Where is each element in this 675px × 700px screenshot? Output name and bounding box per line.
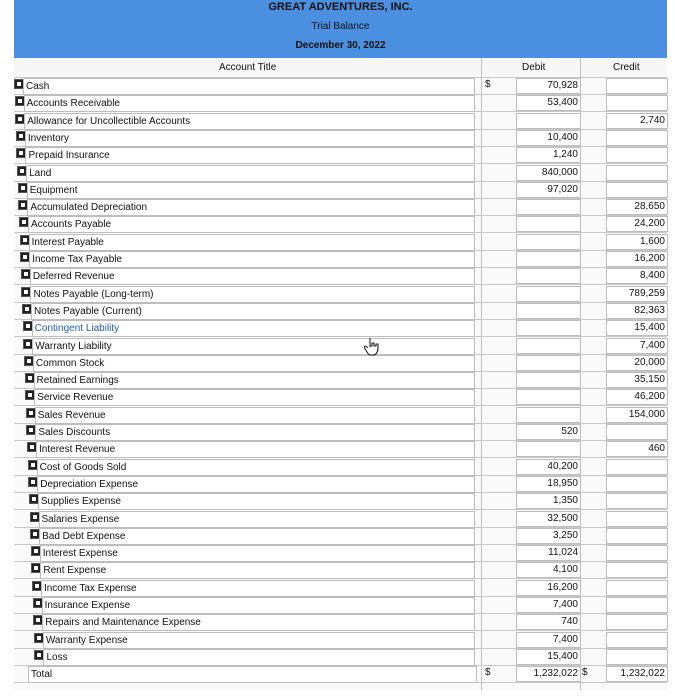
credit-input[interactable] [606, 459, 668, 475]
debit-input[interactable] [516, 320, 581, 336]
credit-input[interactable] [606, 528, 668, 544]
account-row [14, 77, 667, 95]
account-title-select[interactable]: Cost of Goods Sold [37, 459, 475, 476]
account-row [14, 544, 667, 562]
dollar-sign: $ [485, 667, 491, 679]
account-title-select[interactable]: Notes Payable (Current) [31, 303, 475, 320]
debit-input[interactable]: 10,400 [516, 130, 581, 146]
credit-input[interactable] [606, 632, 668, 648]
account-row [14, 337, 667, 355]
credit-input[interactable]: 460 [606, 441, 668, 457]
debit-input[interactable]: 7,400 [516, 597, 581, 613]
account-title-select[interactable]: Loss [43, 649, 475, 666]
account-title-select[interactable]: Income Tax Expense [41, 580, 475, 597]
account-title-select[interactable]: Deferred Revenue [30, 268, 475, 285]
account-row [14, 579, 667, 597]
debit-input[interactable]: 840,000 [516, 165, 581, 181]
dollar-sign: $ [485, 79, 491, 90]
credit-input[interactable]: 2,740 [606, 113, 668, 129]
account-title-select[interactable]: Supplies Expense [38, 493, 475, 510]
account-row [14, 181, 667, 199]
debit-input[interactable]: 1,232,022 [516, 666, 581, 682]
column-header-row [14, 58, 667, 78]
debit-input[interactable]: 520 [516, 424, 581, 440]
credit-input[interactable] [606, 493, 668, 509]
account-row [14, 561, 667, 579]
debit-input[interactable] [516, 216, 581, 232]
account-row [14, 112, 667, 130]
debit-header: Debit [522, 62, 546, 73]
trial-balance-sheet [14, 0, 667, 690]
account-row [14, 146, 667, 164]
account-row [14, 371, 667, 389]
credit-input[interactable]: 154,000 [606, 407, 668, 423]
account-row [14, 475, 667, 493]
credit-input[interactable] [606, 130, 668, 146]
account-title-header: Account Title [219, 62, 277, 73]
account-row [14, 164, 667, 182]
account-row [14, 250, 667, 268]
account-row [14, 440, 667, 458]
credit-input[interactable] [606, 476, 668, 492]
credit-input[interactable]: 20,000 [606, 355, 668, 371]
credit-input[interactable] [606, 614, 668, 630]
account-title-select[interactable]: Contingent Liability [32, 320, 475, 337]
report-title: Trial Balance [311, 21, 370, 32]
account-title-select[interactable]: Service Revenue [34, 389, 475, 406]
debit-input[interactable] [516, 355, 581, 371]
account-title-select[interactable]: Land [26, 165, 475, 182]
account-title-select[interactable]: Income Tax Payable [29, 251, 475, 268]
credit-input[interactable]: 15,400 [606, 320, 668, 336]
debit-input[interactable] [516, 389, 581, 405]
debit-input[interactable]: 4,100 [516, 562, 581, 578]
credit-input[interactable]: 24,200 [606, 216, 668, 232]
credit-input[interactable] [606, 580, 668, 596]
account-title-select[interactable]: Allowance for Uncollectible Accounts [24, 113, 475, 130]
credit-input[interactable] [606, 78, 668, 94]
account-title-select[interactable]: Accounts Payable [28, 216, 475, 233]
account-title-select[interactable]: Salaries Expense [39, 511, 476, 528]
dollar-sign: $ [582, 667, 588, 679]
account-row [14, 458, 667, 476]
account-title-select[interactable]: Cash [23, 78, 475, 95]
account-title-select[interactable]: Sales Discounts [35, 424, 475, 441]
debit-input[interactable] [516, 268, 581, 284]
account-row [14, 510, 667, 528]
account-row [14, 233, 667, 251]
debit-input[interactable]: 97,020 [516, 182, 581, 198]
debit-input[interactable]: 11,024 [516, 545, 581, 561]
account-row [14, 388, 667, 406]
credit-input[interactable] [606, 597, 668, 613]
account-title-select[interactable]: Equipment [27, 182, 475, 199]
account-title-select[interactable]: Depreciation Expense [37, 476, 475, 493]
debit-input[interactable]: 1,240 [516, 147, 581, 163]
account-title-select[interactable]: Retained Earnings [34, 372, 475, 389]
account-title-select[interactable]: Notes Payable (Long-term) [30, 286, 475, 303]
debit-input[interactable] [516, 441, 581, 457]
credit-input[interactable]: 46,200 [606, 389, 668, 405]
credit-input[interactable] [606, 182, 668, 198]
debit-input[interactable]: 3,250 [516, 528, 581, 544]
debit-input[interactable] [516, 303, 581, 319]
credit-input[interactable]: 16,200 [606, 251, 668, 267]
account-title-select[interactable]: Prepaid Insurance [25, 147, 475, 164]
debit-input[interactable] [516, 372, 581, 388]
debit-input[interactable] [516, 338, 581, 354]
credit-input[interactable]: 28,650 [606, 199, 668, 215]
credit-input[interactable]: 35,150 [606, 372, 668, 388]
debit-input[interactable] [516, 234, 581, 250]
account-title-select[interactable]: Accounts Receivable [24, 95, 475, 112]
account-title-select[interactable]: Insurance Expense [42, 597, 475, 614]
debit-input[interactable] [516, 251, 581, 267]
account-title-select[interactable]: Sales Revenue [35, 407, 475, 424]
debit-input[interactable]: 1,350 [516, 493, 581, 509]
credit-input[interactable] [606, 147, 668, 163]
debit-input[interactable] [516, 407, 581, 423]
debit-input[interactable]: 16,200 [516, 580, 581, 596]
debit-input[interactable]: 53,400 [516, 95, 581, 111]
debit-input[interactable] [516, 199, 581, 215]
debit-input[interactable]: 15,400 [516, 649, 581, 665]
credit-input[interactable] [606, 165, 668, 181]
account-title-select[interactable]: Warranty Expense [43, 632, 475, 649]
report-banner [14, 0, 667, 58]
account-title-select[interactable]: Accumulated Depreciation [27, 199, 475, 216]
account-title-select[interactable]: Warranty Liability [32, 338, 475, 355]
company-name: GREAT ADVENTURES, INC. [268, 1, 413, 13]
credit-input[interactable]: 789,259 [606, 286, 668, 302]
credit-input[interactable]: 1,600 [606, 234, 668, 250]
account-title-select[interactable]: Common Stock [33, 355, 475, 372]
account-row [14, 267, 667, 285]
hand-pointer-icon [364, 337, 382, 357]
account-row [14, 129, 667, 147]
debit-input[interactable] [516, 113, 581, 129]
account-row [14, 94, 667, 112]
debit-input[interactable]: 32,500 [516, 511, 581, 527]
credit-header: Credit [613, 62, 640, 73]
account-title-select[interactable]: Interest Revenue [36, 441, 475, 458]
report-date: December 30, 2022 [295, 40, 386, 51]
account-title-select[interactable]: Inventory [25, 130, 475, 147]
account-row [14, 198, 667, 216]
account-row [14, 319, 667, 337]
account-row [14, 596, 667, 614]
account-row [14, 406, 667, 424]
total-row [14, 665, 667, 683]
account-title-select[interactable]: Interest Payable [29, 234, 475, 251]
debit-input[interactable]: 18,950 [516, 476, 581, 492]
account-row [14, 527, 667, 545]
account-title-select[interactable]: Repairs and Maintenance Expense [42, 614, 475, 631]
debit-input[interactable]: 740 [516, 614, 581, 630]
account-row [14, 613, 667, 631]
account-row [14, 631, 667, 649]
account-row [14, 302, 667, 320]
account-title-select[interactable]: Bad Debt Expense [39, 528, 475, 545]
credit-input[interactable] [606, 562, 668, 578]
account-row [14, 354, 667, 372]
total-label: Total [28, 666, 477, 683]
account-row [14, 285, 667, 303]
credit-input[interactable]: 82,363 [606, 303, 668, 319]
debit-input[interactable] [516, 286, 581, 302]
credit-input[interactable]: 8,400 [606, 268, 668, 284]
credit-input[interactable] [606, 545, 668, 561]
credit-input[interactable] [606, 424, 668, 440]
account-title-select[interactable]: Interest Expense [40, 545, 475, 562]
account-title-select[interactable]: Rent Expense [40, 562, 475, 579]
account-row [14, 648, 667, 666]
debit-input[interactable]: 70,928 [516, 78, 581, 94]
credit-input[interactable] [606, 95, 668, 111]
account-row [14, 492, 667, 510]
credit-input[interactable]: 7,400 [606, 338, 668, 354]
account-row [14, 423, 667, 441]
credit-input[interactable]: 1,232,022 [606, 666, 668, 682]
credit-input[interactable] [606, 649, 668, 665]
account-row [14, 215, 667, 233]
credit-input[interactable] [606, 511, 668, 527]
debit-input[interactable]: 7,400 [516, 632, 581, 648]
debit-input[interactable]: 40,200 [516, 459, 581, 475]
